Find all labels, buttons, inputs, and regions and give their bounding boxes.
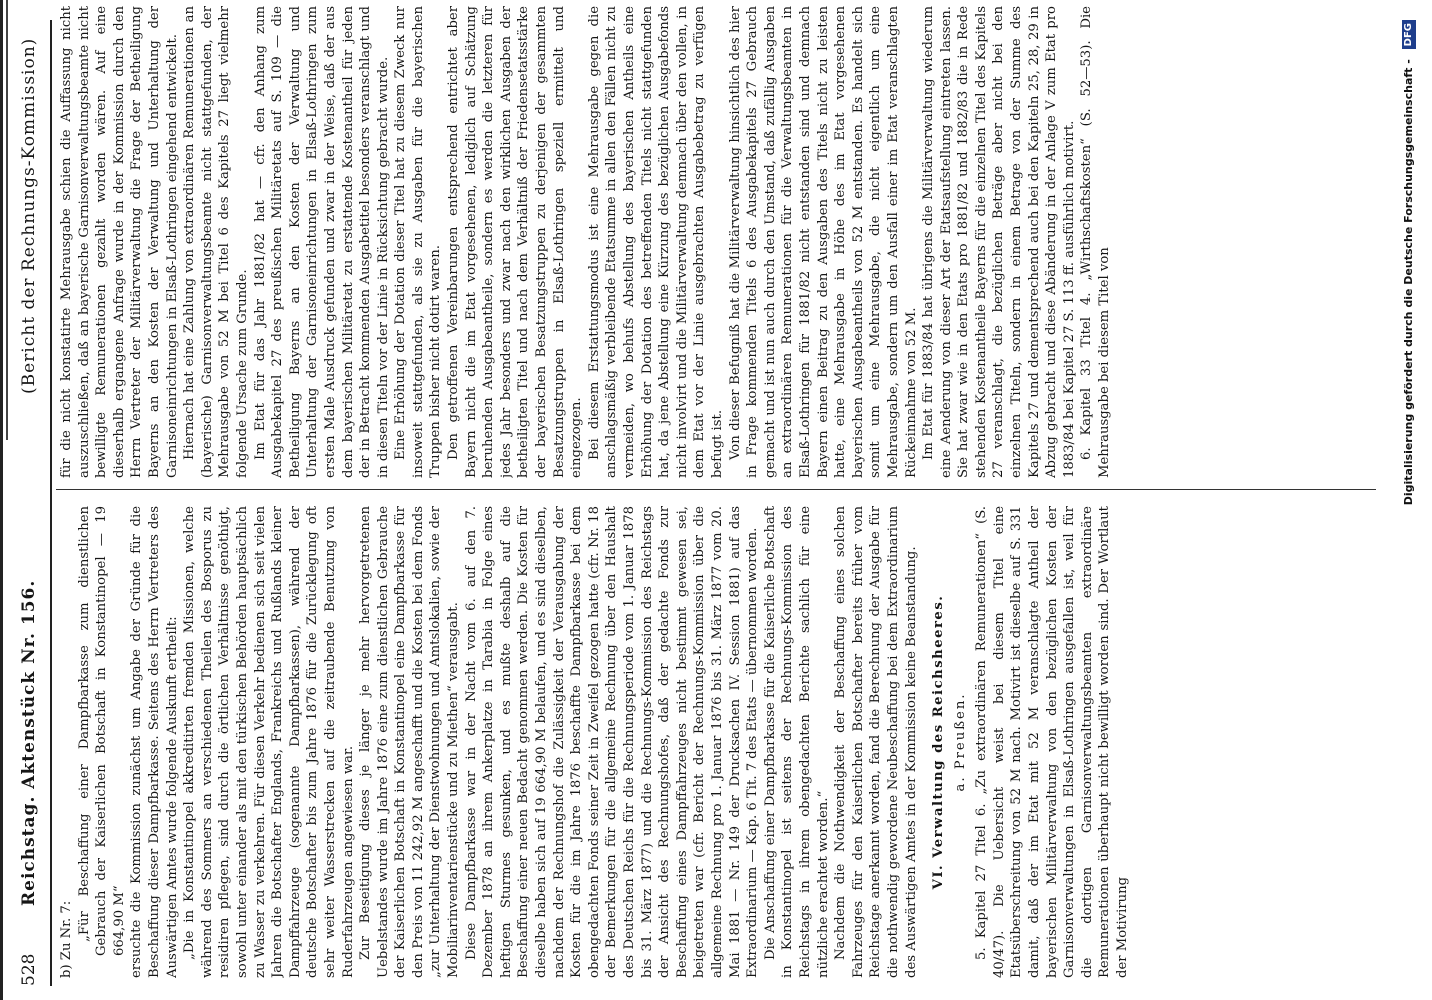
running-head: Reichstag. Aktenstück Nr. 156. — [19, 579, 39, 906]
page-number: 528 — [19, 953, 39, 986]
paragraph: Im Etat für das Jahr 1881/82 hat — cfr. den Anhang zum Ausgabekapitel 27 des preußischen Militäretats auf S. 109 — die Betheiligung Bayerns an den Kosten der Verwaltung und Unterhaltung der Garnisoneinrichtungen in Elsaß-Lothringen zum ersten Male Ausdruck gefunden und zwar in der Weise, daß der aus dem bayerischen Militäretat zu erstattende Kostenantheil für jeden der in Betracht kommenden Ausgabetitel besonders veranschlagt und in diesen Titeln vor der Linie in Rücksichtung gebracht wurde. — [252, 6, 391, 478]
left-column — [58, 506, 1376, 978]
paragraph: Im Etat für 1883/84 hat übrigens die Militärverwaltung wiederum eine Aenderung von dieser Art der Etatsaufstellung eintreten lassen. Sie hat zwar wie in den Etats pro 1881/82 und 1882/83 die in Rede stehenden Kostenantheile Bayerns für die einzelnen Titel des Kapitels 27 veranschlagt, die bezüglichen Beträge aber nicht bei den einzelnen Titeln, sondern in einem Betrage von der Summe des Kapitels 27 und dementsprechend auch bei den Kapiteln 25, 28, 29 in Abzug gebracht und diese Abänderung in der Anlage V zum Etat pro 1883/84 bei Kapitel 27 S. 113 ff. ausführlich motivirt. — [921, 6, 1077, 478]
paragraph: Von dieser Befugniß hat die Militärverwaltung hinsichtlich des hier in Frage kommenden Titels 6 des Ausgabekapitels 27 Gebrauch gemacht und ist nun auch durch den Umstand, daß zufällig Ausgaben an extraordinären Remunerationen für die Verwaltungsbeamten in Elsaß-Lothringen für 1881/82 nicht entstanden sind und demnach Bayern einen Beitrag zu den Ausgaben des Titels nicht zu leisten hatte, eine Mehrausgabe in Höhe des im Etat vorgesehenen bayerischen Ausgabeantheils von 52 M entstanden. Es handelt sich somit um eine Mehrausgabe, die nicht eigentlich um eine Mehrausgabe, sondern um den Ausfall einer im Etat veranschlagten Rückeinnahme von 52 M. — [727, 6, 919, 478]
quote-paragraph: „Für Beschaffung einer Dampfbarkasse zum dienstlichen Gebrauch der Kaiserlichen Botschaft in Konstantinopel — 19 664,90 M“ — [76, 506, 127, 956]
running-head-right: (Bericht der Rechnungs-Kommission) — [19, 37, 39, 394]
credit-text: Digitalisierung gefördert durch die Deutsche Forschungsgemeinschaft - — [1402, 59, 1415, 506]
paragraph: Bei diesem Erstattungsmodus ist eine Mehrausgabe gegen die anschlagsmäßig verbleibende Etatsumme in allen den Fällen nicht zu vermeiden, wo behufs Abstellung des bayerischen Antheils eine Erhöhung der Dotation des betreffenden Titels nicht stattgefunden hat, da jene Abstellung eine Kürzung des bezüglichen Ausgabefonds nicht involvirt und die Militärverwaltung demnach über den vollen, in dem Etat vor der Linie ausgebrachten Ausgabebetrag zu verfügen befugt ist. — [586, 6, 725, 478]
page-header — [12, 20, 46, 986]
paragraph: 6. Kapitel 33 Titel 4. „Wirthschaftskosten“ (S. 52—53). Die Mehrausgabe bei diesem Titel von — [1079, 6, 1113, 478]
column-divider — [56, 489, 1376, 490]
paragraph: Zur Beseitigung dieses je länger je mehr hervorgetretenen Uebelstandes wurde im Jahre 1876 eine zum dienstlichen Gebrauche der Kaiserlichen Botschaft in Konstantinopel eine Dampfbarkasse für den Preis von 11 242,92 M angeschafft und die Kosten bei dem Fonds „zur Unterhaltung der Dienstwohnungen und Amtslokalien, sowie der Mobiliarinventarienstücke und zu Miethen“ verausgabt. — [358, 506, 462, 978]
paragraph: Den getroffenen Vereinbarungen entsprechend entrichtet aber Bayern nicht die im Etat vorgesehenen, lediglich auf Schätzung beruhenden Ausgabeantheile, sondern es werden die letzteren für jedes Jahr besonders und zwar nach den wirklichen Ausgaben der betheiligten Titel und nach dem Verhältniß der Friedensetatsstärke der bayerischen Besatzungstruppen zu derjenigen der gesammten Besatzungstruppen in Elsaß-Lothringen speziell ermittelt und eingezogen. — [446, 6, 585, 478]
right-column — [58, 6, 1376, 478]
paragraph: 5. Kapitel 27 Titel 6. „Zu extraordinären Remunerationen“ (S. 40/47). Die Uebersicht weist bei diesem Titel eine Etatsüberschreitung von 52 M nach. Motivirt ist dieselbe auf S. 331 damit, daß der im Etat mit 52 M veranschlagte Antheil der bayerischen Militärverwaltung von den bezüglichen Kosten der Garnisonverwaltungen in Elsaß-Lothringen ausgefallen ist, weil für die dortigen Garnisonverwaltungsbeamten extraordinäre Remunerationen überhaupt nicht bewilligt worden sind. Der Wortlaut der Motivirung — [974, 506, 1131, 978]
header-rule — [50, 20, 52, 986]
paragraph: für die nicht konstatirte Mehrausgabe schien die Auffassung nicht auszuschließen, daß an bayerische Garnisonverwaltungsbeamte nicht bewilligte Remunerationen gezahlt worden wären. Auf eine dieserhalb ergangene Anfrage wurde in der Kommission durch den Herrn Vertreter der Militärverwaltung die Frage der Betheiligung Bayerns an den Kosten der Verwaltung und Unterhaltung der Garnisoneinrichtungen in Elsaß-Lothringen eingehend entwickelt. — [59, 6, 180, 478]
paragraph: ersuchte die Kommission zunächst um Angabe der Gründe für die Beschaffung dieser Dampfbarkasse. Seitens des Herrn Vertreters des Auswärtigen Amtes wurde folgende Auskunft ertheilt: — [129, 506, 180, 978]
paragraph: Nachdem die Nothwendigkeit der Beschaffung eines solchen Fahrzeuges für den Kaiserlichen Botschafter bereits früher vom Reichstage anerkannt worden, fand die Berechnung der Ausgabe für die nothwendig gewordene Neubeschaffung bei dem Extraordinarium des Auswärtigen Amtes in der Kommission keine Beanstandung. — [833, 506, 919, 978]
dfg-logo: DFG — [1402, 20, 1416, 49]
scan-edge-bar — [6, 0, 8, 440]
subsection-heading: a. Preußen. — [952, 692, 968, 792]
paragraph: Eine Erhöhung der Dotation dieser Titel hat zu diesem Zweck nur insoweit stattgefunden, als sie zu Ausgaben für die bayerischen Truppen bisher nicht dotirt waren. — [393, 6, 444, 478]
section-heading: VI. Verwaltung des Reichsheeres. — [931, 594, 947, 890]
paragraph: Hiernach hat eine Zahlung von extraordinären Remunerationen an (bayerische) Garnisonverwaltungsbeamte nicht stattgefunden, der Mehrausgabe von 52 M bei Titel 6 des Kapitels 27 liegt vielmehr folgende Ursache zum Grunde. — [182, 6, 250, 478]
paragraph: Die Anschaffung einer Dampfbarkasse für die Kaiserliche Botschaft in Konstantinopel ist seitens der Rechnungs-Kommission des Reichstags in ihrem obengedachten Berichte sachlich für eine nützliche erachtet worden.“ — [762, 506, 831, 978]
paragraph: Diese Dampfbarkasse war in der Nacht vom 6. auf den 7. Dezember 1878 an ihrem Ankerplatze in Tarabia in Folge eines heftigen Sturmes gesunken, und es mußte deshalb auf die Beschaffung einer neuen Bedacht genommen werden. Die Kosten für dieselbe haben sich auf 19 664,90 M belaufen, und es sind dieselben, nachdem der Rechnungshof die Zulässigkeit der Verausgabung der Kosten für die im Jahre 1876 beschaffte Dampfbarkasse bei dem obengedachten Fonds seiner Zeit in Zweifel gezogen hatte (cfr. Nr. 18 der Bemerkungen für die allgemeine Rechnung über den Haushalt des Deutschen Reichs für die Rechnungsperiode vom 1. Januar 1878 bis 31. März 1877) und die Rechnungs-Kommission des Reichstags der Ansicht des Rechnungshofes, daß der gedachte Fonds zur Beschaffung eines Dampffahrzeuges nicht bestimmt gewesen sei, beigetreten war (cfr. Bericht der Rechnungs-Kommission über die allgemeine Rechnung pro 1. Januar 1876 bis 31. März 1877 vom 20. Mai 1881 — Nr. 149 der Drucksachen IV. Session 1881) auf das Extraordinarium — Kap. 6 Tit. 7 des Etats — übernommen worden. — [463, 506, 761, 978]
top-edge-rule — [0, 0, 3, 1000]
paragraph: b) Zu Nr. 7: — [59, 900, 74, 978]
paragraph: „Die in Konstantinopel akkreditirten fremden Missionen, welche während des Sommers an verschiedenen Theilen des Bosporus zu residiren pflegen, sind durch die örtlichen Verhältnisse genöthigt, sowohl unter einander als mit den türkischen Behörden hauptsächlich zu Wasser zu verkehren. Für diesen Verkehr bedienen sich seit vielen Jahren die Botschafter Englands, Frankreichs und Rußlands kleiner Dampffahrzeuge (sogenannte Dampfbarkassen), während der deutsche Botschafter bis zum Jahre 1876 für die Zurücklegung oft sehr weiter Wasserstrecken auf die zeitraubende Benutzung von Ruderfahrzeugen angewiesen war. — [182, 506, 356, 978]
digitization-credit — [1400, 20, 1418, 980]
